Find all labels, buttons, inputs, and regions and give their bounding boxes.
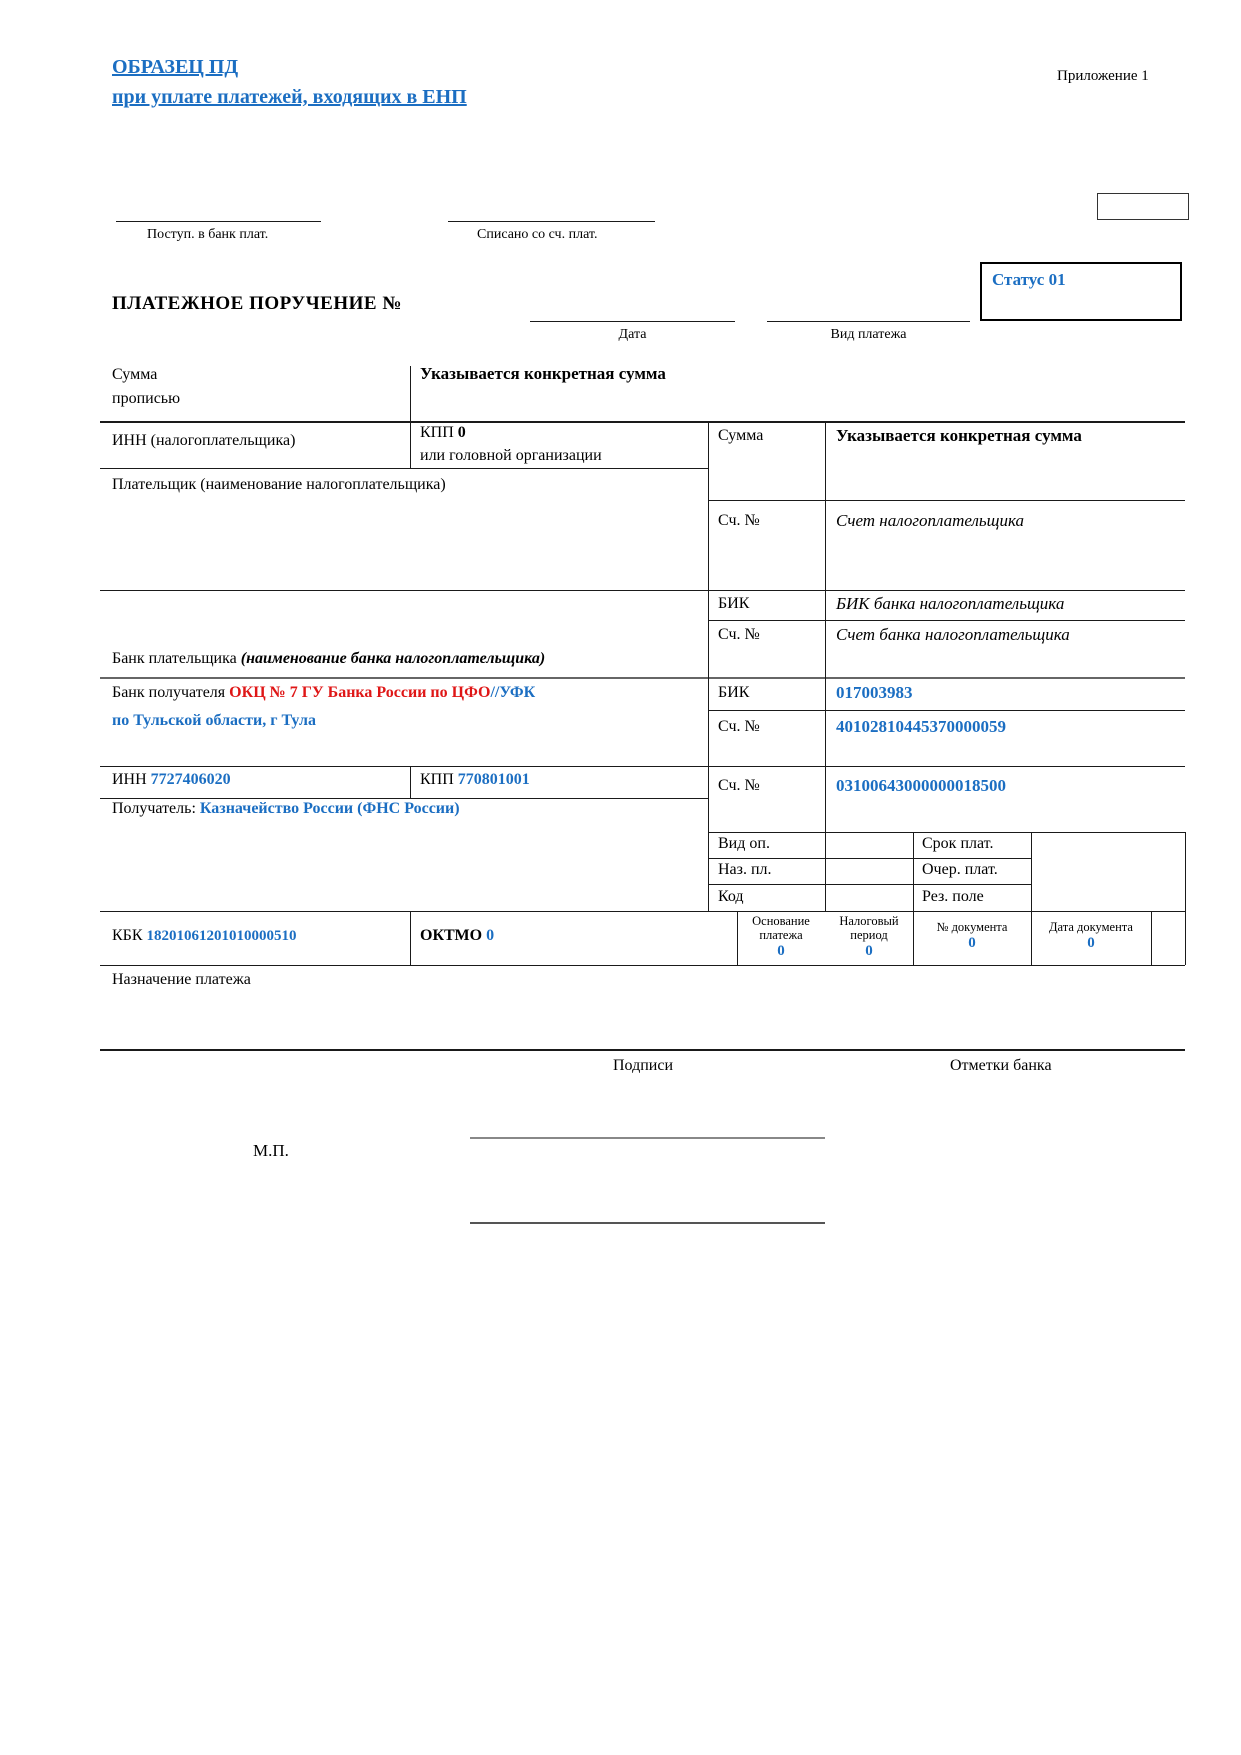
debited-line xyxy=(448,221,655,222)
receiver-bank-bik-value: 017003983 xyxy=(836,683,913,702)
payer-bank-label: Банк плательщика xyxy=(112,650,237,667)
table-line xyxy=(708,858,1031,859)
period-value: 0 xyxy=(865,942,873,959)
signature-line-1 xyxy=(470,1137,825,1139)
table-line xyxy=(708,620,1185,621)
payer-bank-row xyxy=(112,650,545,668)
period-label-2: период xyxy=(850,927,888,942)
amount-words-value: Указывается конкретная сумма xyxy=(420,364,666,383)
oktmo-label: ОКТМО xyxy=(420,927,483,944)
table-line xyxy=(1151,911,1152,965)
payer-kpp-label: КПП xyxy=(420,424,454,441)
doc-sample-title-line2: при уплате платежей, входящих в ЕНП xyxy=(112,86,467,108)
received-label: Поступ. в банк плат. xyxy=(147,227,269,242)
oktmo-row xyxy=(420,927,494,945)
table-line xyxy=(100,766,1185,767)
receiver-kpp-value: 770801001 xyxy=(457,771,530,788)
empty-code-box xyxy=(1097,193,1189,220)
basis-cell xyxy=(738,915,824,959)
payment-type-line xyxy=(767,321,970,322)
doc-date-label: Дата документа xyxy=(1049,920,1133,934)
table-line xyxy=(410,366,411,422)
code-label: Код xyxy=(718,888,744,905)
kbk-label: КБК xyxy=(112,927,143,944)
annex-label: Приложение 1 xyxy=(1057,68,1149,84)
table-line xyxy=(100,590,1185,591)
table-line xyxy=(410,911,411,965)
received-line xyxy=(116,221,321,222)
doc-no-cell xyxy=(914,921,1030,951)
table-line xyxy=(410,766,411,798)
payer-account-value: Счет налогоплательщика xyxy=(836,511,1025,530)
table-line xyxy=(708,421,709,911)
receiver-name-label: Получатель: xyxy=(112,800,196,817)
receiver-bank-account-label: Сч. № xyxy=(718,718,760,735)
table-line xyxy=(708,884,1031,885)
sum-label: Сумма xyxy=(718,427,764,444)
table-line xyxy=(825,421,826,911)
doc-no-label: № документа xyxy=(936,920,1008,934)
basis-label-2: платежа xyxy=(759,927,803,942)
signatures-label: Подписи xyxy=(613,1057,674,1074)
table-line xyxy=(410,421,411,468)
kbk-value: 18201061201010000510 xyxy=(146,928,297,944)
table-line xyxy=(100,677,1185,679)
sum-value: Указывается конкретная сумма xyxy=(836,426,1082,445)
op-type-label: Вид оп. xyxy=(718,835,770,852)
receiver-account-value: 03100643000000018500 xyxy=(836,776,1006,795)
table-line xyxy=(1185,832,1186,965)
purpose-code-label: Наз. пл. xyxy=(718,861,772,878)
receiver-name-row xyxy=(112,800,460,818)
doc-date-cell xyxy=(1032,921,1150,951)
receiver-bank-name-red: ОКЦ № 7 ГУ Банка России по ЦФО xyxy=(229,684,491,701)
debited-label: Списано со сч. плат. xyxy=(477,227,598,242)
table-line xyxy=(708,832,1185,833)
payer-bank-bik-label: БИК xyxy=(718,595,750,612)
reserve-label: Рез. поле xyxy=(922,888,984,905)
receiver-bank-name-blue: //УФК xyxy=(490,684,536,701)
period-cell xyxy=(826,915,912,959)
payer-bank-note: (наименование банка налогоплательщика) xyxy=(240,650,546,667)
payer-name-label: Плательщик (наименование налогоплательщика) xyxy=(112,476,446,493)
doc-no-value: 0 xyxy=(968,934,976,951)
due-label: Срок плат. xyxy=(922,835,994,852)
bank-marks-label: Отметки банка xyxy=(950,1057,1052,1074)
receiver-inn-label: ИНН xyxy=(112,771,147,788)
purpose-label: Назначение платежа xyxy=(112,971,251,988)
payer-bank-account-value: Счет банка налогоплательщика xyxy=(836,625,1070,644)
basis-value: 0 xyxy=(777,942,785,959)
receiver-kpp-label: КПП xyxy=(420,771,454,788)
amount-words-label2: прописью xyxy=(112,390,181,407)
signatures-separator-line xyxy=(100,1049,1185,1051)
receiver-bank-account-value: 40102810445370000059 xyxy=(836,717,1006,736)
date-line xyxy=(530,321,735,322)
receiver-bank-label: Банк получателя xyxy=(112,684,226,701)
receiver-account-label: Сч. № xyxy=(718,777,760,794)
table-line xyxy=(708,500,1185,501)
order-title: ПЛАТЕЖНОЕ ПОРУЧЕНИЕ № xyxy=(112,293,402,314)
table-line xyxy=(100,468,708,469)
receiver-bank-row xyxy=(112,684,535,702)
status-value: Статус 01 xyxy=(992,270,1066,289)
payer-kpp-value: 0 xyxy=(457,424,466,441)
payer-bank-bik-value: БИК банка налогоплательщика xyxy=(836,594,1065,613)
oktmo-value: 0 xyxy=(486,927,495,944)
date-label: Дата xyxy=(618,327,647,342)
receiver-name-value: Казначейство России (ФНС России) xyxy=(199,800,460,817)
table-line xyxy=(100,911,1185,912)
receiver-inn-row xyxy=(112,771,231,789)
payer-account-label: Сч. № xyxy=(718,512,760,529)
status-box xyxy=(980,262,1182,321)
payer-bank-account-label: Сч. № xyxy=(718,626,760,643)
receiver-bank-bik-label: БИК xyxy=(718,684,750,701)
table-line xyxy=(100,798,708,799)
signature-line-2 xyxy=(470,1222,825,1224)
receiver-bank-name-line2: по Тульской области, г Тула xyxy=(112,712,316,729)
stamp-label: М.П. xyxy=(253,1141,289,1160)
table-line xyxy=(100,965,1185,966)
table-line xyxy=(708,710,1185,711)
receiver-inn-value: 7727406020 xyxy=(150,771,231,788)
payer-kpp-note: или головной организации xyxy=(420,447,602,464)
period-label-1: Налоговый xyxy=(839,914,899,928)
priority-label: Очер. плат. xyxy=(922,861,998,878)
amount-words-label1: Сумма xyxy=(112,366,158,383)
payer-inn-label: ИНН (налогоплательщика) xyxy=(112,432,296,449)
table-line xyxy=(100,421,1185,423)
receiver-kpp-row xyxy=(420,771,530,789)
kbk-row xyxy=(112,927,297,945)
doc-date-value: 0 xyxy=(1087,934,1095,951)
payment-type-label: Вид платежа xyxy=(830,327,907,342)
doc-sample-title-line1: ОБРАЗЕЦ ПД xyxy=(112,56,239,78)
payer-kpp xyxy=(420,424,466,442)
basis-label-1: Основание xyxy=(752,914,810,928)
